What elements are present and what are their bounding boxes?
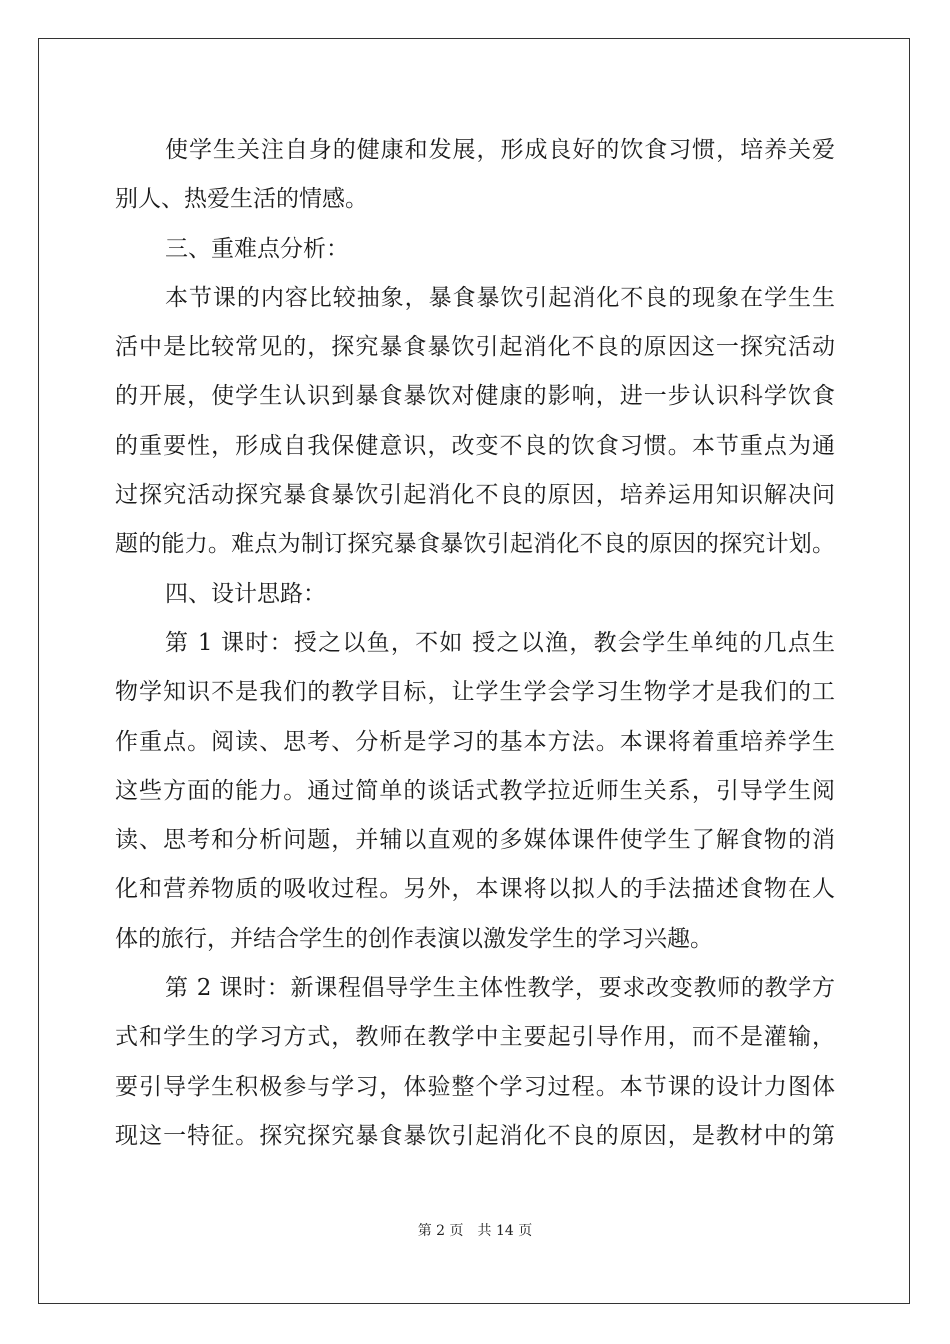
text-line: 题的能力。难点为制订探究暴食暴饮引起消化不良的原因的探究计划。: [115, 531, 835, 558]
section-heading: 三、重难点分析：: [165, 235, 349, 262]
text-line: 式和学生的学习方式，教师在教学中主要起引导作用，而不是灌输，: [115, 1024, 835, 1051]
page-footer: [0, 1220, 950, 1240]
text-line: 第 1 课时：授之以鱼，不如 授之以渔，教会学生单纯的几点生: [165, 629, 835, 656]
text-line: 过探究活动探究暴食暴饮引起消化不良的原因，培养运用知识解决问: [115, 482, 835, 509]
text-line: 读、思考和分析问题，并辅以直观的多媒体课件使学生了解食物的消: [115, 827, 835, 854]
page-total: 共 14 页: [477, 1223, 533, 1239]
section-heading: 四、设计思路：: [165, 580, 326, 607]
text-line: 的重要性，形成自我保健意识，改变不良的饮食习惯。本节重点为通: [115, 432, 835, 459]
text-line: 物学知识不是我们的教学目标，让学生学会学习生物学才是我们的工: [115, 679, 835, 706]
text-line: 体的旅行，并结合学生的创作表演以激发学生的学习兴趣。: [115, 925, 713, 952]
text-line: 活中是比较常见的，探究暴食暴饮引起消化不良的原因这一探究活动: [115, 334, 835, 361]
text-line: 的开展，使学生认识到暴食暴饮对健康的影响，进一步认识科学饮食: [115, 383, 835, 410]
text-line: 要引导学生积极参与学习，体验整个学习过程。本节课的设计力图体: [115, 1073, 835, 1100]
text-line: 这些方面的能力。通过简单的谈话式教学拉近师生关系，引导学生阅: [115, 777, 835, 804]
text-line: 本节课的内容比较抽象，暴食暴饮引起消化不良的现象在学生生: [165, 284, 835, 311]
text-line: 作重点。阅读、思考、分析是学习的基本方法。本课将着重培养学生: [115, 728, 835, 755]
text-line: 第 2 课时：新课程倡导学生主体性教学，要求改变教师的教学方: [165, 975, 835, 1002]
text-line: 别人、热爱生活的情感。: [115, 186, 368, 213]
text-line: 现这一特征。探究探究暴食暴饮引起消化不良的原因，是教材中的第: [115, 1122, 835, 1149]
text-line: 使学生关注自身的健康和发展，形成良好的饮食习惯，培养关爱: [165, 137, 835, 163]
text-line: 化和营养物质的吸收过程。另外，本课将以拟人的手法描述食物在人: [115, 876, 835, 903]
page-number: 第 2 页: [417, 1223, 464, 1239]
document-body: [115, 126, 835, 1161]
